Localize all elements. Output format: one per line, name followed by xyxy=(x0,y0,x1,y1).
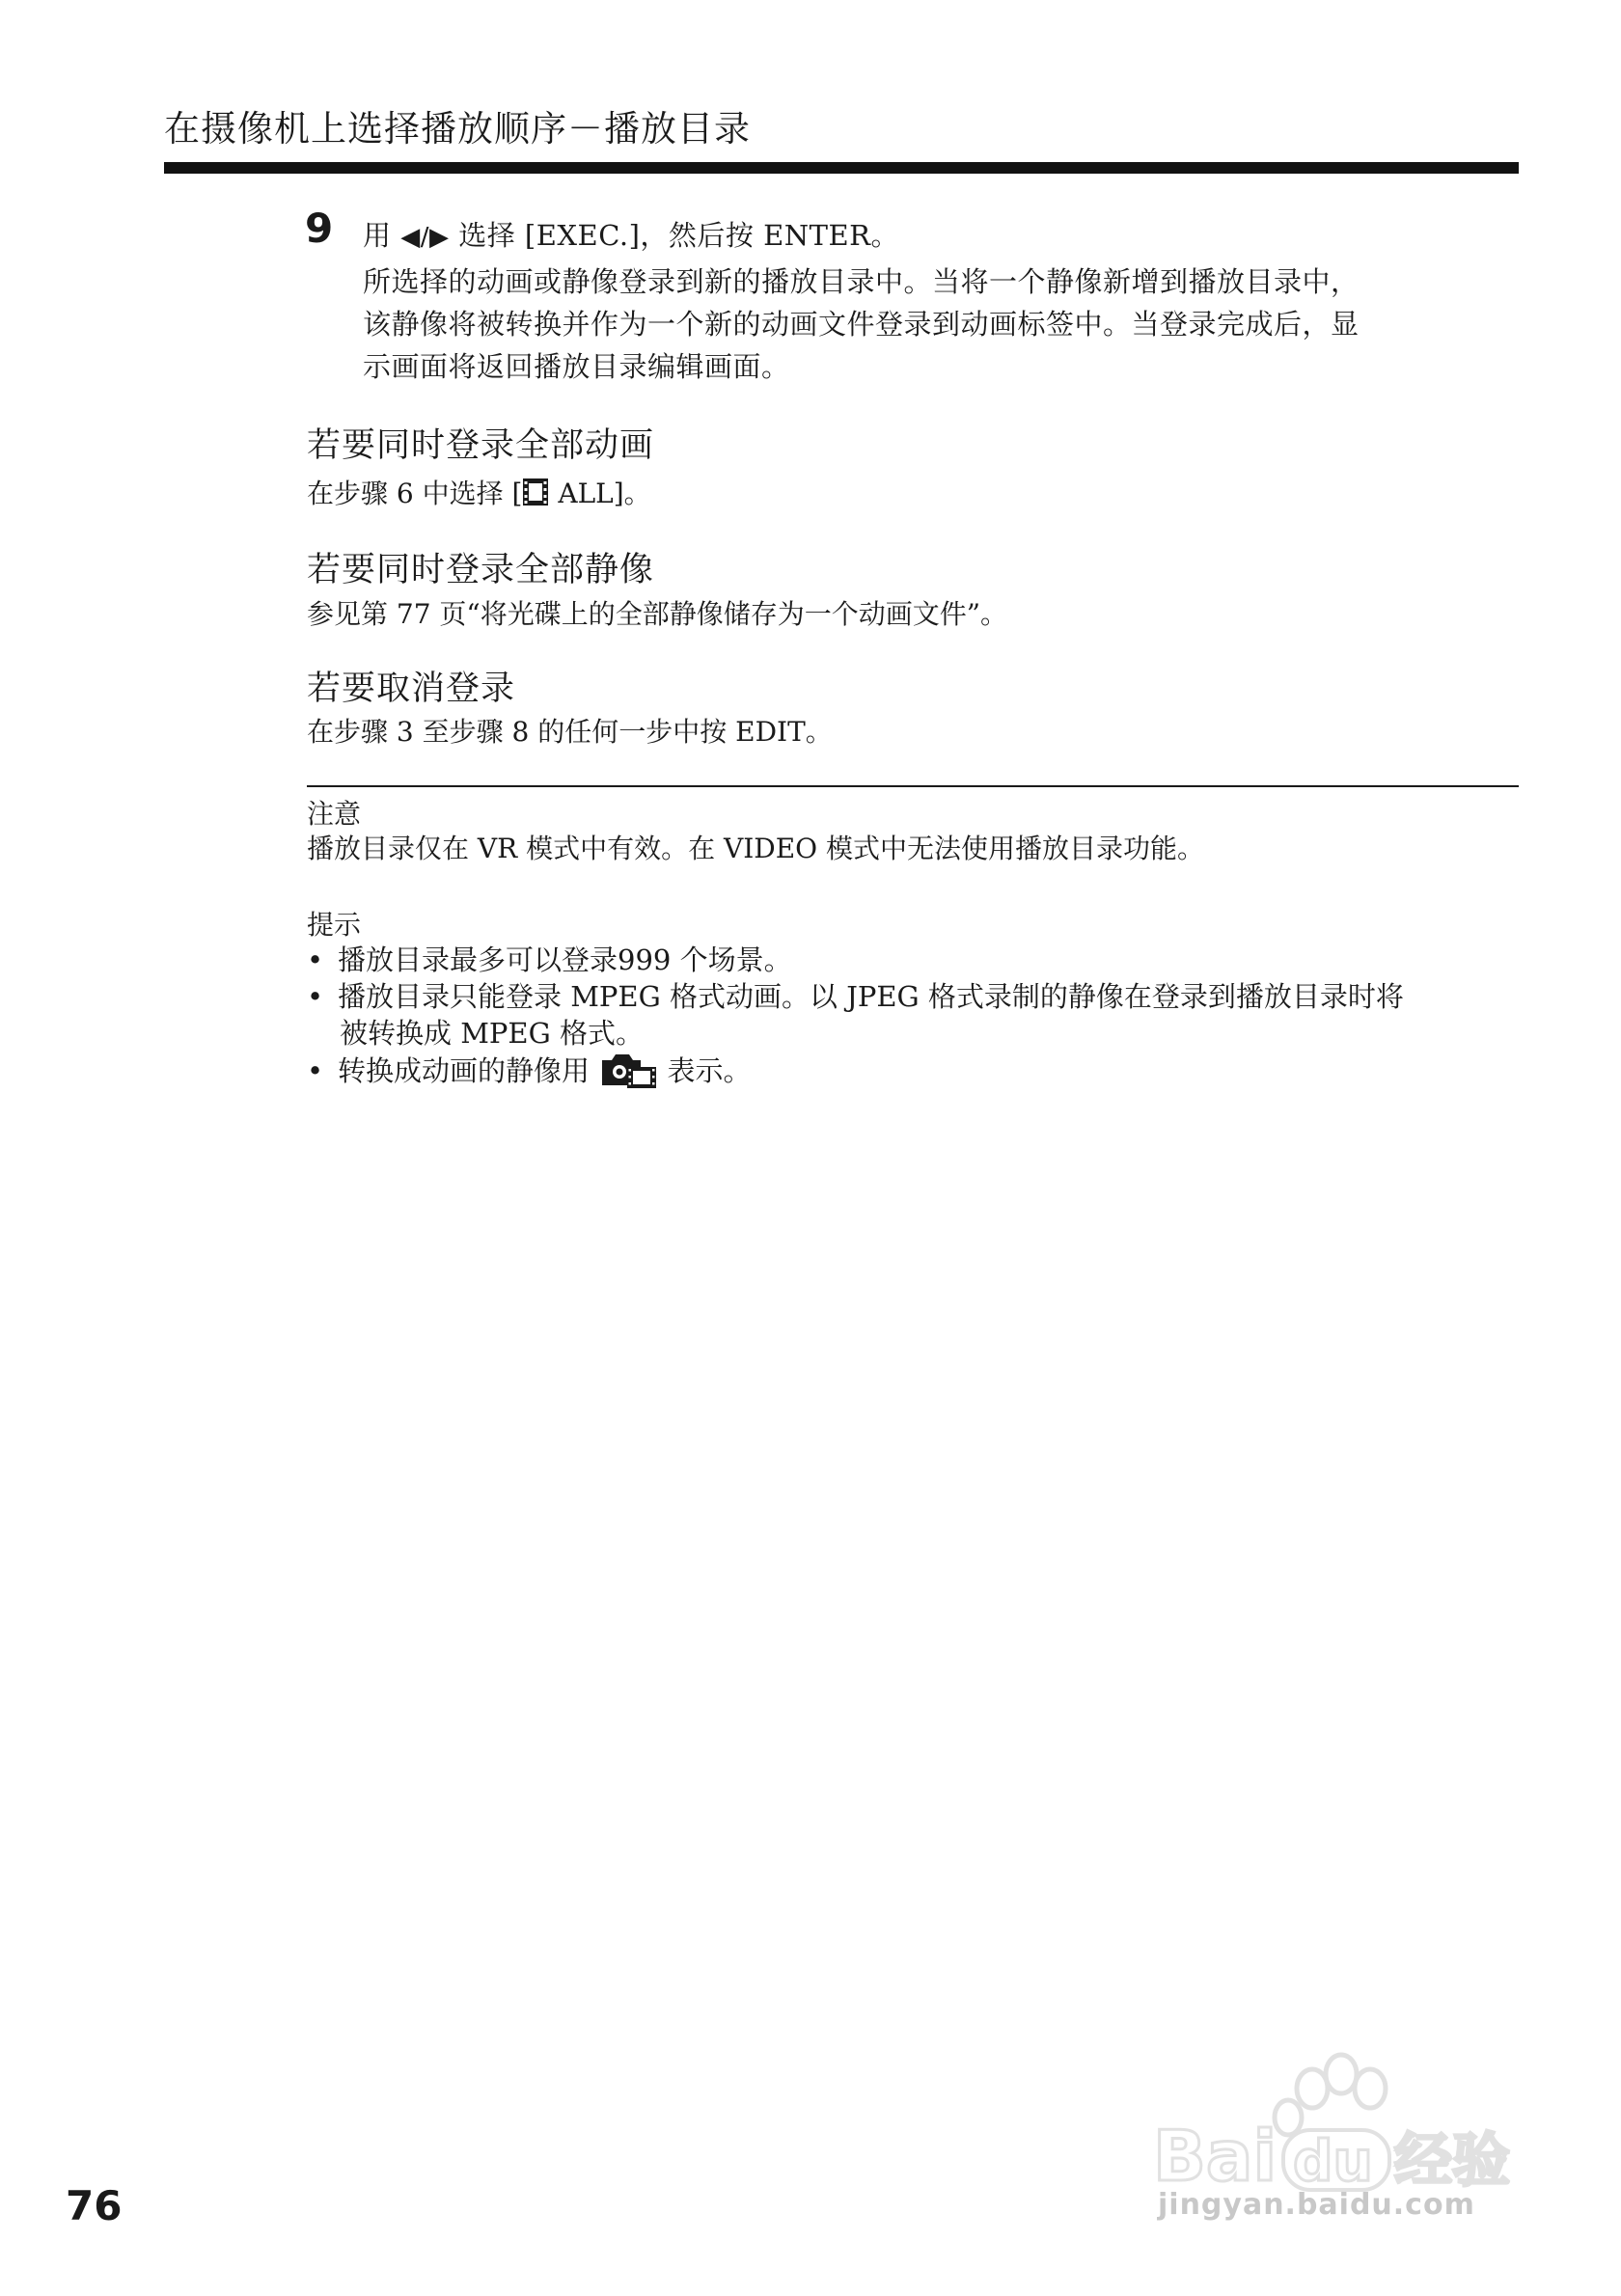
tip-item xyxy=(307,975,1404,1015)
subsection-heading: 若要同时登录全部动画 xyxy=(307,426,655,465)
tips-label: 提示 xyxy=(307,909,362,941)
tip-text-prefix: 转换成动画的静像用 xyxy=(338,1054,591,1087)
subsection-body xyxy=(307,473,651,513)
tip-text: 播放目录只能登录 MPEG 格式动画。以 JPEG 格式录制的静像在登录到播放目录时将 xyxy=(338,980,1404,1013)
camera-film-icon xyxy=(598,1051,658,1096)
subsection-body: 参见第 77 页“将光碟上的全部静像储存为一个动画文件”。 xyxy=(307,598,1008,630)
subsection-heading: 若要取消登录 xyxy=(307,670,516,708)
svg-text:du: du xyxy=(1293,2128,1373,2194)
subsection-body: 在步骤 3 至步骤 8 的任何一步中按 EDIT。 xyxy=(307,716,833,748)
step-instruction-suffix: 选择 [EXEC.]，然后按 ENTER。 xyxy=(458,219,900,252)
tip-text: 播放目录最多可以登录999 个场景。 xyxy=(338,943,792,976)
bullet-glyph: • xyxy=(307,943,324,976)
subsection-body-suffix: ALL]。 xyxy=(549,478,651,509)
watermark-url: jingyan.baidu.com xyxy=(1158,2188,1475,2222)
step-description-line: 该静像将被转换并作为一个新的动画文件登录到动画标签中。当登录完成后，显 xyxy=(363,308,1360,341)
page-number: 76 xyxy=(66,2182,123,2229)
step-number: 9 xyxy=(305,205,334,252)
step-description-line: 所选择的动画或静像登录到新的播放目录中。当将一个静像新增到播放目录中， xyxy=(363,265,1360,298)
tip-item xyxy=(307,1050,751,1096)
step-instruction-prefix: 用 xyxy=(363,219,392,252)
svg-text:经验: 经验 xyxy=(1394,2127,1510,2195)
svg-text:Bai: Bai xyxy=(1153,2116,1278,2197)
section-divider xyxy=(307,785,1519,787)
subsection-heading: 若要同时登录全部静像 xyxy=(307,551,655,589)
note-body: 播放目录仅在 VR 模式中有效。在 VIDEO 模式中无法使用播放目录功能。 xyxy=(307,833,1205,864)
film-strip-icon xyxy=(522,478,549,513)
bullet-glyph: • xyxy=(307,1054,324,1087)
tip-item xyxy=(307,939,792,978)
tip-text-continuation: 被转换成 MPEG 格式。 xyxy=(340,1017,644,1050)
page-header-title: 在摄像机上选择播放顺序－播放目录 xyxy=(164,108,751,150)
left-right-arrows-icon: ◀/▶ xyxy=(400,223,450,252)
tip-text-suffix: 表示。 xyxy=(667,1054,752,1087)
header-rule xyxy=(164,162,1519,174)
subsection-body-prefix: 在步骤 6 中选择 [ xyxy=(307,478,523,509)
bullet-glyph: • xyxy=(307,980,324,1013)
step-description-line: 示画面将返回播放目录编辑画面。 xyxy=(363,350,790,383)
step-instruction xyxy=(363,214,899,254)
note-label: 注意 xyxy=(307,798,362,830)
